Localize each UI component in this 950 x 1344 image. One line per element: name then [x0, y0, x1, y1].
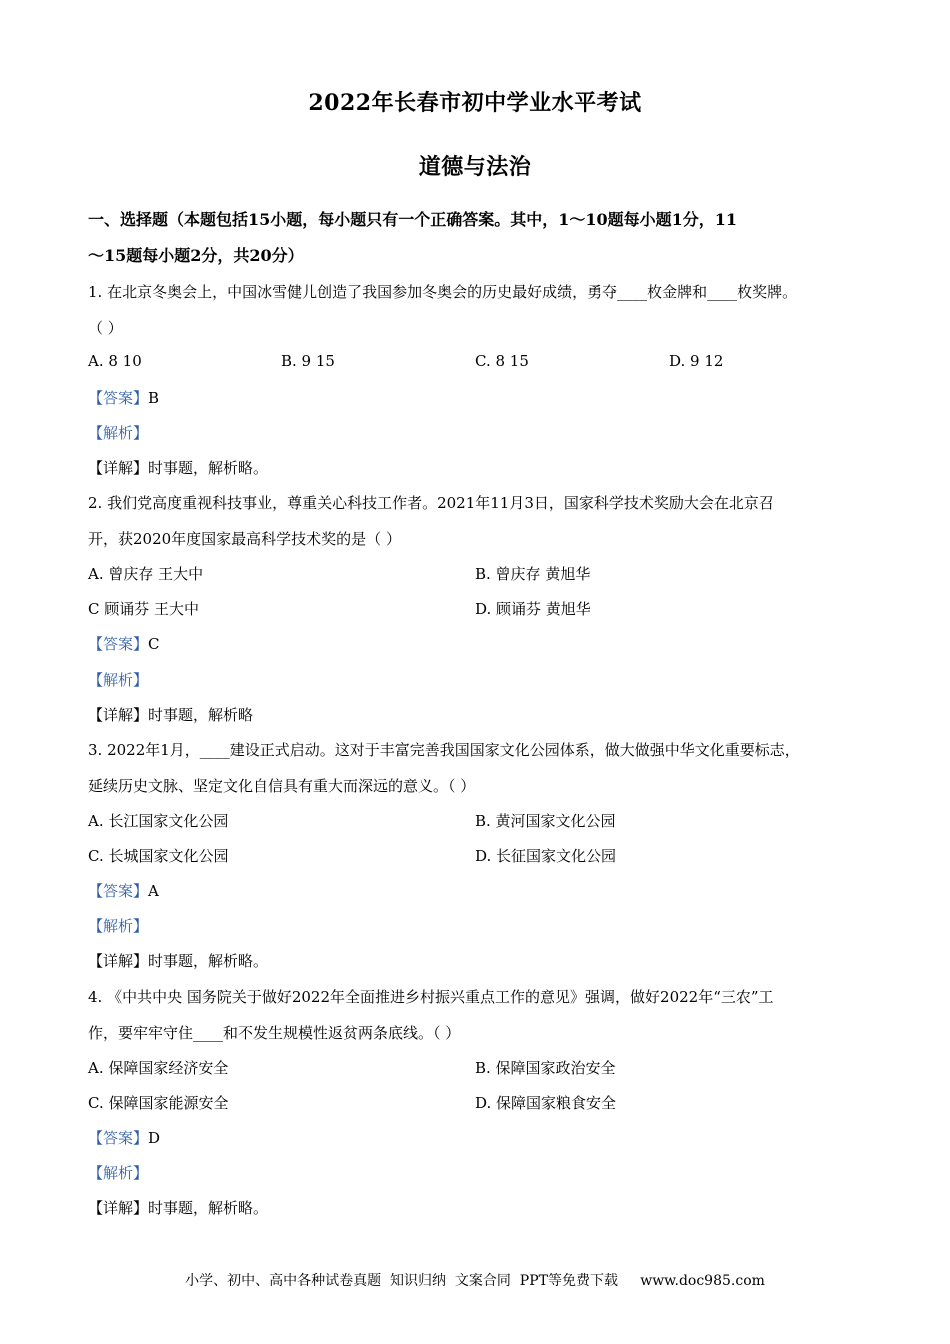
q2-option-b: B. 曾庆存 黄旭华: [475, 565, 591, 583]
q3-detail-text: 时事题，解析略。: [148, 952, 269, 970]
q3-option-c: C. 长城国家文化公园: [88, 847, 229, 865]
q1-stem-line1: 1. 在北京冬奥会上，中国冰雪健儿创造了我国参加冬奥会的历史最好成绩，勇夺____枚金牌和____枚奖牌。: [88, 283, 798, 301]
q3-stem-line2: 延续历史文脉、坚定文化自信具有重大而深远的意义。（ ）: [88, 777, 476, 795]
subject-title: 道德与法治: [418, 154, 532, 180]
q2-answer-value: C: [148, 635, 160, 653]
q4-analysis-label: 【解析】: [88, 1164, 149, 1182]
q4-option-a: A. 保障国家经济安全: [88, 1059, 229, 1077]
section-heading-line1: 一、选择题（本题包括15小题，每小题只有一个正确答案。其中，1～10题每小题1分，11: [88, 210, 738, 229]
q1-stem-line2: （ ）: [88, 319, 123, 337]
q4-answer-value: D: [148, 1129, 161, 1147]
q1-answer: [88, 387, 159, 408]
q3-option-a: A. 长江国家文化公园: [88, 812, 229, 830]
q3-detail: [88, 950, 268, 971]
exam-title: 2022年长春市初中学业水平考试: [308, 90, 642, 116]
q1-detail-text: 时事题，解析略。: [148, 459, 269, 477]
answer-label: 【答案】: [88, 635, 149, 653]
answer-label: 【答案】: [88, 882, 149, 900]
q1-detail: [88, 457, 268, 478]
q1-analysis-label: 【解析】: [88, 424, 149, 442]
q4-detail-text: 时事题，解析略。: [148, 1199, 269, 1217]
q4-detail: [88, 1197, 268, 1218]
q4-option-d: D. 保障国家粮食安全: [475, 1094, 617, 1112]
q1-option-c: C. 8 15: [475, 352, 529, 370]
q1-option-b: B. 9 15: [281, 352, 335, 370]
q2-option-d: D. 顾诵芬 黄旭华: [475, 600, 591, 618]
q2-option-c: C 顾诵芬 王大中: [88, 600, 200, 618]
detail-label: 【详解】: [88, 1199, 149, 1217]
q3-answer: [88, 880, 159, 901]
q4-option-c: C. 保障国家能源安全: [88, 1094, 229, 1112]
detail-label: 【详解】: [88, 459, 149, 477]
q2-detail-text: 时事题，解析略: [148, 706, 254, 724]
q4-stem-line2: 作，要牢牢守住____和不发生规模性返贫两条底线。（ ）: [88, 1024, 461, 1042]
answer-label: 【答案】: [88, 1129, 149, 1147]
q3-answer-value: A: [148, 882, 159, 900]
q2-stem-line1: 2. 我们党高度重视科技事业，尊重关心科技工作者。2021年11月3日，国家科学技术奖励大会在北京召: [88, 494, 774, 512]
q2-answer: [88, 633, 160, 654]
q1-answer-value: B: [148, 389, 160, 407]
q3-analysis-label: 【解析】: [88, 917, 149, 935]
answer-label: 【答案】: [88, 389, 149, 407]
section-heading-line2: ～15题每小题2分，共20分）: [88, 246, 304, 265]
q2-stem-line2: 开，获2020年度国家最高科学技术奖的是（ ）: [88, 530, 401, 548]
q3-stem-line1: 3. 2022年1月，____建设正式启动。这对于丰富完善我国国家文化公园体系，做大做强中华文化重要标志，: [88, 741, 800, 759]
q1-option-d: D. 9 12: [669, 352, 724, 370]
q2-analysis-label: 【解析】: [88, 671, 149, 689]
q4-answer: [88, 1127, 160, 1148]
q4-stem-line1: 4. 《中共中央 国务院关于做好2022年全面推进乡村振兴重点工作的意见》强调，做好2022年“三农”工: [88, 988, 774, 1006]
q1-option-a: A. 8 10: [88, 352, 142, 370]
page-footer: 小学、初中、高中各种试卷真题 知识归纳 文案合同 PPT等免费下载 www.doc985.com: [185, 1273, 765, 1289]
detail-label: 【详解】: [88, 706, 149, 724]
q4-option-b: B. 保障国家政治安全: [475, 1059, 616, 1077]
q2-option-a: A. 曾庆存 王大中: [88, 565, 204, 583]
q3-option-b: B. 黄河国家文化公园: [475, 812, 616, 830]
q2-detail: [88, 704, 253, 725]
q3-option-d: D. 长征国家文化公园: [475, 847, 617, 865]
detail-label: 【详解】: [88, 952, 149, 970]
